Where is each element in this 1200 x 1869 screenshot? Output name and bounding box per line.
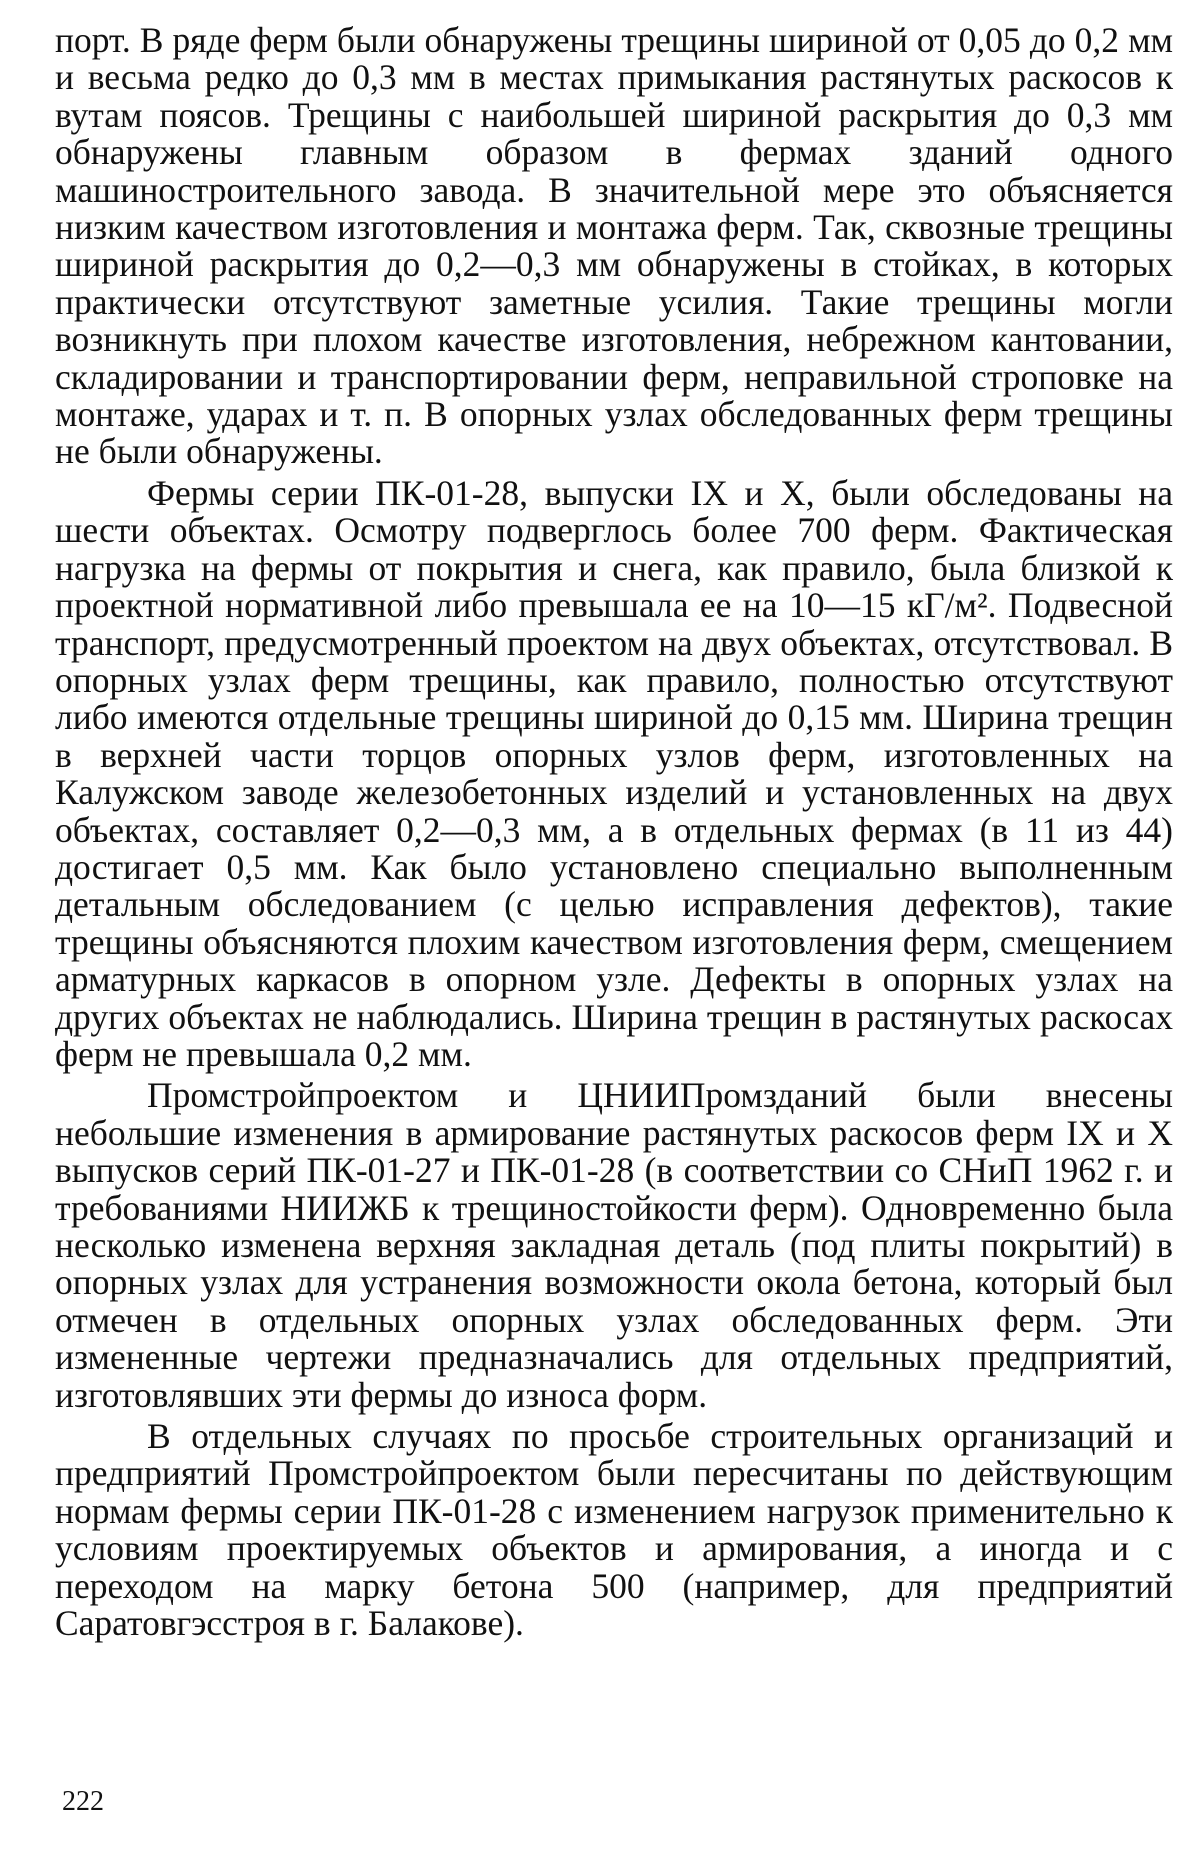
paragraph-4: В отдельных случаях по просьбе строительных организаций и предприятий Промстройпроектом были пересчитаны по действующим нормам фермы серии ПК-01-28 с изменением нагрузок применительно к условиям проектируемых объектов и армирования, а иногда и с переходом на марку бетона 500 (например, для предприятий Саратовгэсстроя в г. Балакове). — [55, 1416, 1173, 1644]
page-body — [55, 22, 1173, 1642]
page-number: 222 — [62, 1786, 104, 1817]
paragraph-1: порт. В ряде ферм были обнаружены трещины шириной от 0,05 до 0,2 мм и весьма редко до 0,3 мм в местах примыкания растянутых раскосов к вутам поясов. Трещины с наибольшей шириной раскрытия до 0,3 мм обнаружены главным образом в фермах зданий одного машиностроительного завода. В значительной мере это объясняется низким качеством изготовления и монтажа ферм. Так, сквозные трещины шириной раскрытия до 0,2—0,3 мм обнаружены в стойках, в которых практически отсутствуют заметные усилия. Такие трещины могли возникнуть при плохом качестве изготовления, небрежном кантовании, складировании и транспортировании ферм, неправильной строповке на монтаже, ударах и т. п. В опорных узлах обследованных ферм трещины не были обнаружены. — [55, 20, 1173, 472]
paragraph-2: Фермы серии ПК-01-28, выпуски IX и X, были обследованы на шести объектах. Осмотру подверглось более 700 ферм. Фактическая нагрузка на фермы от покрытия и снега, как правило, была близкой к проектной нормативной либо превышала ее на 10—15 кГ/м². Подвесной транспорт, предусмотренный проектом на двух объектах, отсутствовал. В опорных узлах ферм трещины, как правило, полностью отсутствуют либо имеются отдельные трещины шириной до 0,15 мм. Ширина трещин в верхней части торцов опорных узлов ферм, изготовленных на Калужском заводе железобетонных изделий и установленных на двух объектах, составляет 0,2—0,3 мм, а в отдельных фермах (в 11 из 44) достигает 0,5 мм. Как было установлено специально выполненным детальным обследованием (с целью исправления дефектов), такие трещины объясняются плохим качеством изготовления ферм, смещением арматурных каркасов в опорном узле. Дефекты в опорных узлах на других объектах не наблюдались. Ширина трещин в растянутых раскосах ферм не превышала 0,2 мм. — [55, 472, 1173, 1074]
paragraph-3: Промстройпроектом и ЦНИИПромзданий были внесены небольшие изменения в армирование растянутых раскосов ферм IX и X выпусков серий ПК-01-27 и ПК-01-28 (в соответствии со СНиП 1962 г. и требованиями НИИЖБ к трещиностойкости ферм). Одновременно была несколько изменена верхняя закладная деталь (под плиты покрытий) в опорных узлах для устранения возможности окола бетона, который был отмечен в отдельных опорных узлах обследованных ферм. Эти измененные чертежи предназначались для отдельных предприятий, изготовлявших эти фермы до износа форм. — [55, 1075, 1173, 1415]
